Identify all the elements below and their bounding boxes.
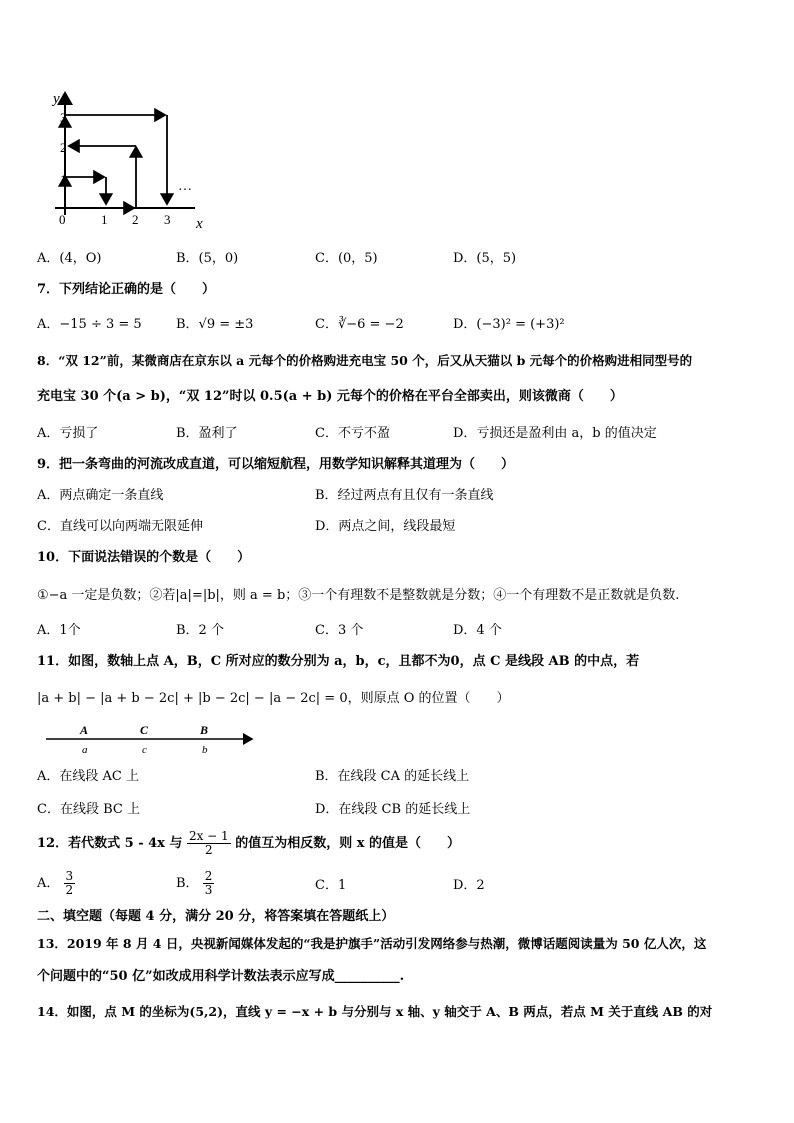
q10-statements: ①−a 一定是负数；②若|a|=|b|，则 a = b；③一个有理数不是整数就是分数；④一个有理数不是正数就是负数. [37,588,680,603]
q6-figure [40,85,220,230]
x-tick-3: 3 [164,212,171,227]
y-tick-3: 3 [60,110,67,125]
q8-line-2: 充电宝 30 个(a > b)，“双 12”时以 0.5(a + b) 元每个的价格在平台全部卖出，则该微商（ ） [37,389,623,404]
x-tick-1: 1 [101,212,108,227]
q12-option-d: D．2 [453,878,485,893]
q7-option-a: A．−15 ÷ 3 = 5 [37,317,142,332]
q12-option-a-num: 3 [65,869,74,883]
q8-option-d: D．亏损还是盈利由 a，b 的值决定 [453,426,657,441]
q8-option-a: A．亏损了 [37,426,99,441]
section-heading: 二、填空题（每题 4 分，满分 20 分，将答案填在答题纸上） [37,909,395,924]
q10-option-d: D．4 个 [453,623,502,638]
origin-label: 0 [59,212,66,227]
q11-line-1: 11．如图，数轴上点 A，B，C 所对应的数分别为 a，b，c，且都不为0，点 C 是线段 AB 的中点，若 [37,654,640,669]
q6-option-b: B．(5，0) [176,251,239,266]
q12-option-a [37,868,75,900]
y-tick-2: 2 [60,140,67,155]
q11-line-2: |a + b| − |a + b − 2c| + |b − 2c| − |a − 2c| = 0，则原点 O 的位置（ ） [37,691,510,706]
q9-option-c: C．直线可以向两端无限延伸 [37,519,203,534]
point-a-label: A [80,723,89,737]
q12-stem-before: 12．若代数式 5 - 4x 与 [37,836,183,851]
q7-stem: 7．下列结论正确的是（ ） [37,282,216,297]
q12-option-a-fraction [64,870,76,897]
q13-line-1: 13．2019 年 8 月 4 日，央视新闻媒体发起的“我是护旗手”活动引发网络参与热潮，微博话题阅读量为 50 亿人次，这 [37,936,707,951]
q9-option-b: B．经过两点有且仅有一条直线 [315,488,494,503]
q6-option-c: C．(0，5) [315,251,378,266]
y-tick-1: 1 [60,172,67,187]
q8-option-c: C．不亏不盈 [315,426,390,441]
q11-option-b: B．在线段 CA 的延长线上 [315,769,470,784]
y-axis-label: y [53,91,60,107]
value-b-label: b [202,744,208,756]
point-c-label: C [140,723,149,737]
q12-option-a-label: A． [37,876,60,891]
q10-option-a: A．1个 [37,623,81,638]
q12-option-b [176,868,214,900]
q9-option-a: A．两点确定一条直线 [37,488,164,503]
ellipsis: … [178,179,192,194]
q8-option-b: B．盈利了 [176,426,238,441]
q11-option-c: C．在线段 BC 上 [37,802,140,817]
q7-option-c: C．∛−6 = −2 [315,317,404,332]
q7-option-d: D．(−3)² = (+3)² [453,317,565,332]
q12-option-c: C．1 [315,878,347,893]
q11-option-a: A．在线段 AC 上 [37,769,139,784]
point-b-label: B [200,723,209,737]
q11-option-d: D．在线段 CB 的延长线上 [315,802,471,817]
q10-option-b: B．2 个 [176,623,224,638]
q10-option-c: C．3 个 [315,623,364,638]
q11-number-line [40,722,260,758]
x-axis-label: x [196,216,203,230]
q10-stem: 10．下面说法错误的个数是（ ） [37,550,251,565]
value-a-label: a [82,744,88,756]
q12-option-a-den: 2 [65,883,74,897]
q12-fraction-denominator: 2 [205,843,213,857]
q12-stem-after: 的值互为相反数，则 x 的值是（ ） [235,836,461,851]
q12-fraction-numerator: 2x − 1 [188,829,229,843]
q6-option-d: D．(5，5) [453,251,517,266]
value-c-label: c [142,744,147,756]
q12-option-b-label: B． [176,876,199,891]
q12-option-b-fraction [203,870,215,897]
q7-option-b: B．√9 = ±3 [176,317,254,332]
q12-option-b-num: 2 [204,869,213,883]
q12-stem [37,828,460,860]
q9-option-d: D．两点之间，线段最短 [315,519,456,534]
q8-line-1: 8．“双 12”前，某微商店在京东以 a 元每个的价格购进充电宝 50 个，后又从天猫以 b 元每个的价格购进相同型号的 [37,353,693,368]
q9-stem: 9．把一条弯曲的河流改成直道，可以缩短航程，用数学知识解释其道理为（ ） [37,457,515,472]
q14-line-1: 14．如图，点 M 的坐标为(5,2)，直线 y = −x + b 与分别与 x 轴、y 轴交于 A、B 两点，若点 M 关于直线 AB 的对 [37,1004,713,1019]
q12-fraction [187,830,231,857]
x-tick-2: 2 [132,212,139,227]
q12-option-b-den: 3 [204,883,213,897]
q13-line-2: 个问题中的“50 亿”如改成用科学计数法表示应写成__________. [37,969,405,984]
q6-option-a: A．(4，O) [37,251,102,266]
path-arrows [65,115,167,208]
